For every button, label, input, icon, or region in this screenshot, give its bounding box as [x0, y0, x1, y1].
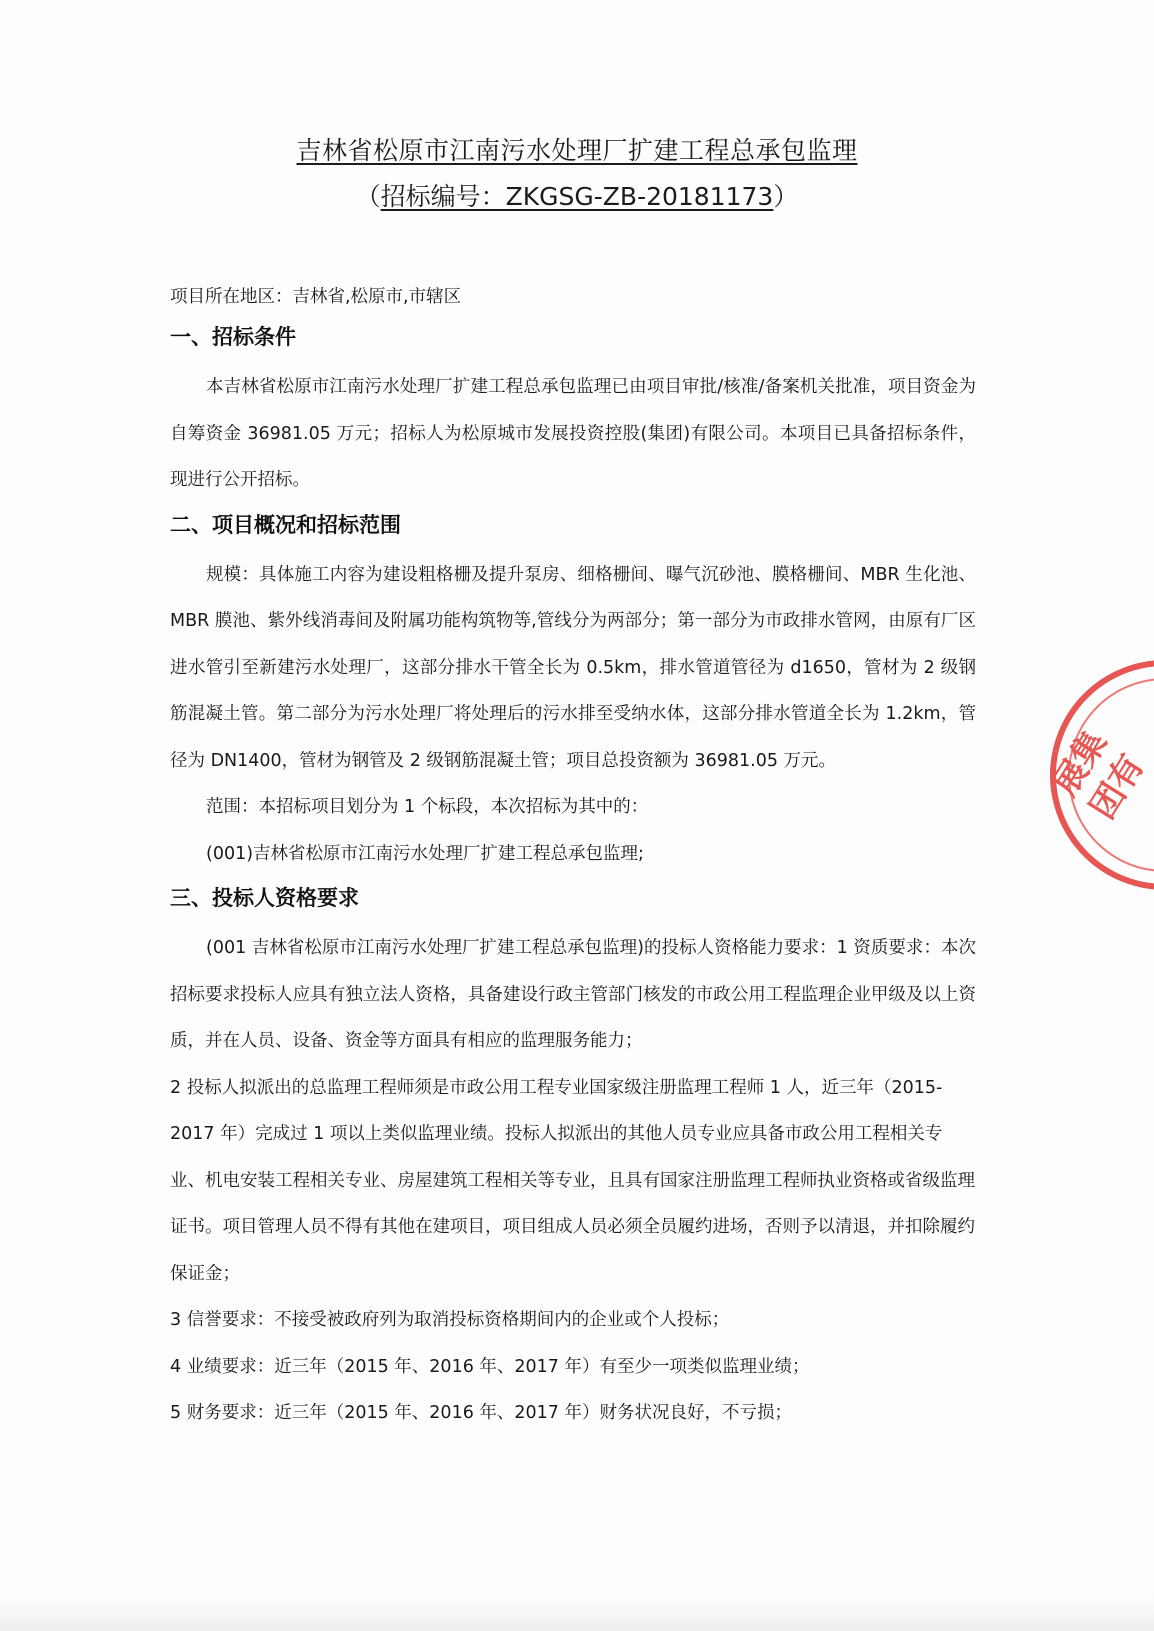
- qualification-item: 3 信誉要求：不接受被政府列为取消投标资格期间内的企业或个人投标；: [170, 1310, 730, 1330]
- project-location: 项目所在地区：吉林省,松原市,市辖区: [170, 287, 462, 307]
- section-heading-project-overview: 二、项目概况和招标范围: [170, 512, 401, 537]
- qualification-item: 4 业绩要求：近三年（2015 年、2016 年、2017 年）有至少一项类似监理业绩；: [170, 1356, 810, 1377]
- tender-number-close: ）: [773, 182, 799, 211]
- project-scale-paragraph: 规模：具体施工内容为建设粗格栅及提升泵房、细格栅间、曝气沉砂池、膜格栅间、MBR 生化池、MBR 膜池、紫外线消毒间及附属功能构筑物等,管线分为两部分；第一部分为市政排水管网，由原有厂区进水管引至新建污水处理厂，这部分排水干管全长为 0.5km，排水管道管径为 d1650，管材为 2 级钢筋混凝土管。第二部分为污水处理厂将处理后的污水排至受纳水体，这部分排水管道全长为 1.2km，管径为 DN1400，管材为钢管及 2 级钢筋混凝土管；项目总投资额为 36981.05 万元。: [170, 564, 976, 771]
- tender-number-code: 招标编号：ZKGSG-ZB-20181173: [380, 182, 774, 211]
- official-seal-stamp: [1045, 660, 1154, 890]
- title-block: [0, 134, 1154, 214]
- seal-text: 展集团有: [1045, 723, 1153, 827]
- section-heading-bidder-qualifications: 三、投标人资格要求: [170, 886, 359, 910]
- tender-number: [0, 180, 1154, 214]
- project-lot-paragraph: (001)吉林省松原市江南污水处理厂扩建工程总承包监理;: [206, 843, 644, 864]
- tender-number-open: （: [355, 182, 381, 211]
- tender-conditions-paragraph: 本吉林省松原市江南污水处理厂扩建工程总承包监理已由项目审批/核准/备案机关批准，项目资金为自筹资金 36981.05 万元；招标人为松原城市发展投资控股(集团)有限公司。本项目已具备招标条件，现进行公开招标。: [170, 377, 976, 490]
- document-title: 吉林省松原市江南污水处理厂扩建工程总承包监理: [296, 136, 858, 165]
- project-scope-paragraph: 范围：本招标项目划分为 1 个标段，本次招标为其中的：: [206, 797, 649, 817]
- scan-edge-shade: [0, 1591, 1154, 1631]
- qualification-item: 2 投标人拟派出的总监理工程师须是市政公用工程专业国家级注册监理工程师 1 人，近三年（2015-2017 年）完成过 1 项以上类似监理业绩。投标人拟派出的其他人员专业应具备市政公用工程相关专业、机电安装工程相关专业、房屋建筑工程相关等专业，且具有国家注册监理工程师执业资格或省级监理证书。项目管理人员不得有其他在建项目，项目组成人员必须全员履约进场，否则予以清退，并扣除履约保证金；: [170, 1077, 975, 1284]
- section-heading-tender-conditions: 一、招标条件: [170, 325, 296, 349]
- qualification-item: 5 财务要求：近三年（2015 年、2016 年、2017 年）财务状况良好，不亏损；: [170, 1403, 792, 1423]
- document-body: [170, 284, 976, 1437]
- qualification-paragraph: (001 吉林省松原市江南污水处理厂扩建工程总承包监理)的投标人资格能力要求：1 资质要求：本次招标要求投标人应具有独立法人资格，具备建设行政主管部门核发的市政公用工程监理企业甲级及以上资质，并在人员、设备、资金等方面具有相应的监理服务能力；: [170, 938, 976, 1051]
